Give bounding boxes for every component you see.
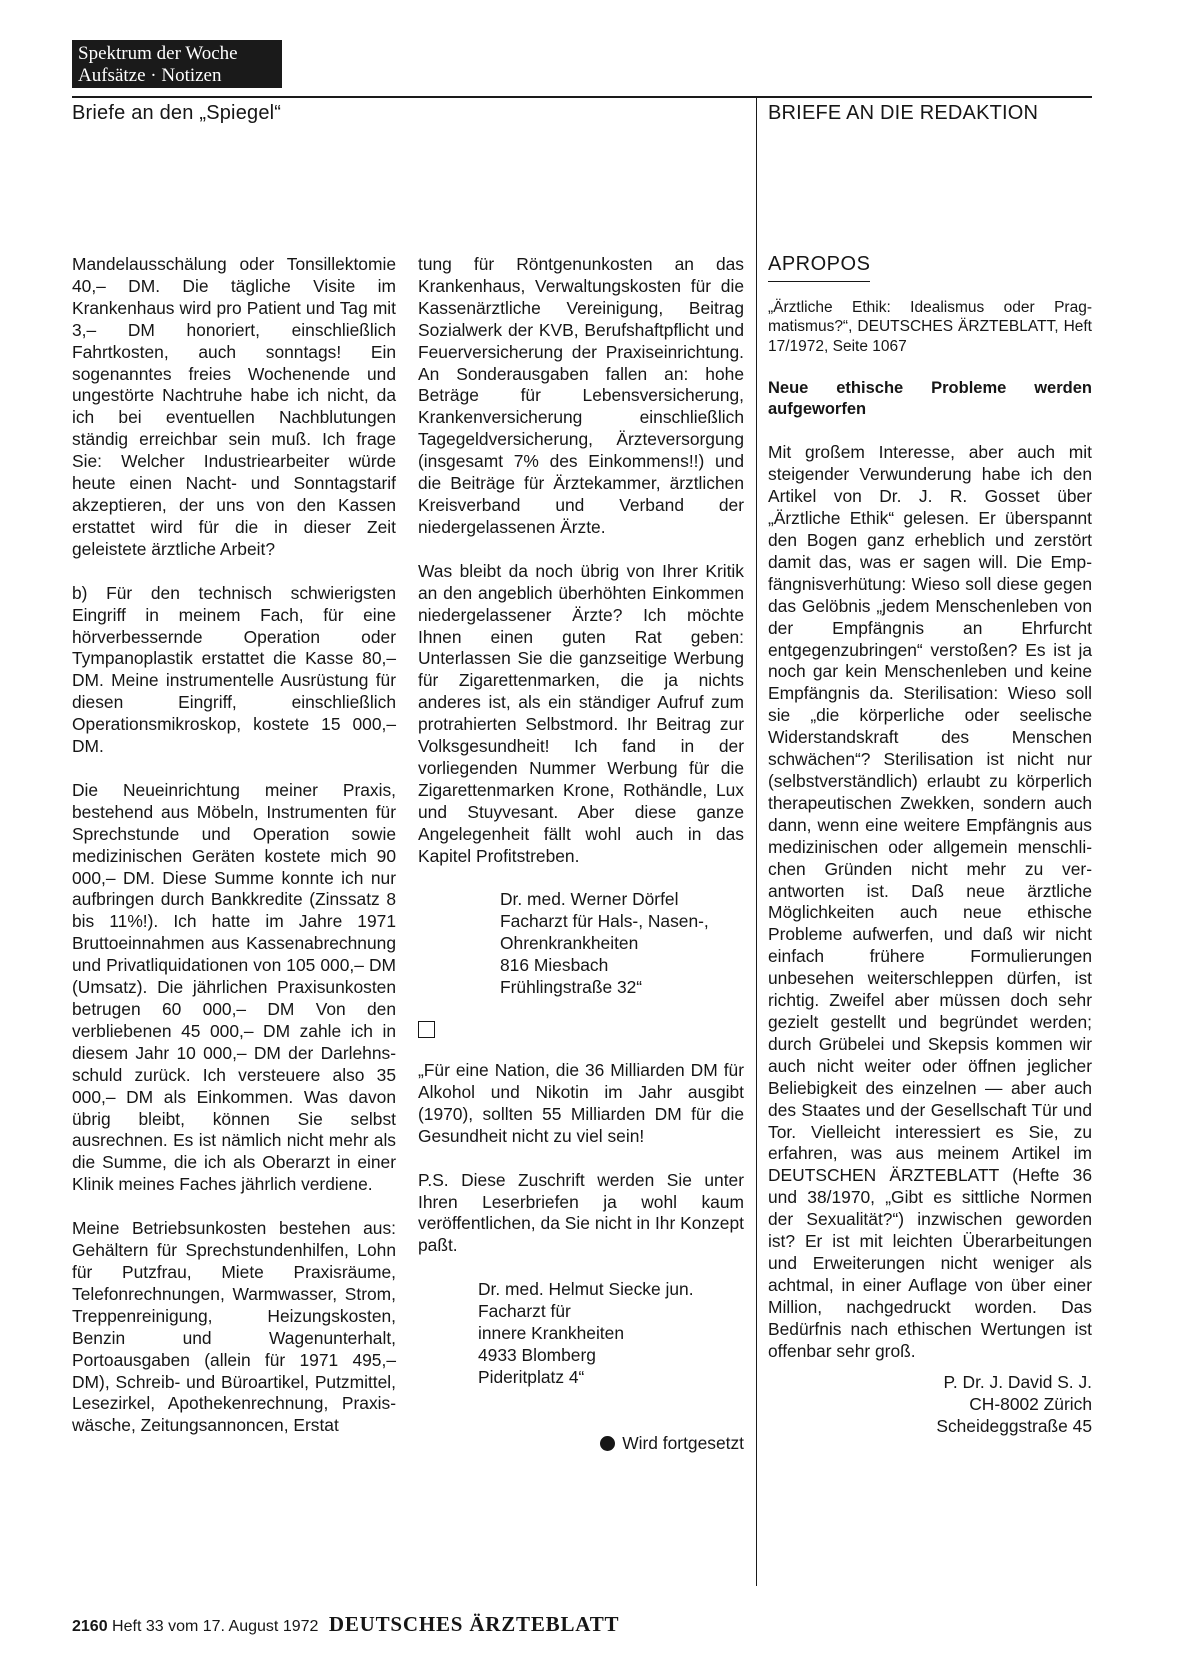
continued-note bbox=[418, 1433, 744, 1455]
right-section-title: BRIEFE AN DIE REDAKTION bbox=[768, 102, 1039, 124]
page-footer bbox=[72, 1612, 619, 1637]
paragraph: tung für Röntgenunkosten an das Krankenhaus, Verwaltungskosten für die Kassenärztliche Vereinigung, Beitrag Sozialwerk der KVB, Berufshaftpflicht und Feuerversicherung der Praxiseinrichtung. An Sonderausgaben fallen an: hohe Beträge für Lebensversicherung, Krankenversicherung einschließlich Tagegeldversicherung, Ärzteversorgung (insgesamt 7% des Einkommens!!) und die Beiträge für Ärztekammer, ärztlichen Kreisverband und Verband der niedergelassenen Ärzte. bbox=[418, 254, 744, 537]
section-tag-line2: Aufsätze · Notizen bbox=[78, 65, 222, 86]
article-reference: „Ärztliche Ethik: Idealismus oder Pragmatismus?“, DEUTSCHES ÄRZTEBLATT, Heft 17/1972, Seite 1067 bbox=[768, 298, 1092, 355]
paragraph: b) Für den technisch schwierigsten Eingriff in meinem Fach, für eine hörverbessernde Operation oder Tympanoplastik erstattet die Kasse 80,– DM. Meine instrumentelle Ausrüstung für diesen Eingriff, einschließlich Operationsmikroskop, kostete 15 000,– DM. bbox=[72, 582, 396, 757]
continued-label: Wird fortgesetzt bbox=[622, 1432, 744, 1453]
signature-line: 816 Miesbach bbox=[500, 955, 609, 976]
top-rule bbox=[72, 96, 1092, 98]
journal-name: DEUTSCHES ÄRZTEBLATT bbox=[328, 1612, 620, 1636]
paragraph: Mit großem Interesse, aber auch mit steigender Verwunderung habe ich den Artikel von Dr. J. R. Gosset über „Ärztliche Ethik“ gelesen. Er überspannt den Bogen ganz erheblich und zerstört damit das, was er sagen will. Die Empfängnisverhütung: Wieso soll diese gegen das Gelöbnis „jedem Menschenleben von der Empfängnis an Ehrfurcht entgegenzubringen“ verstoßen? Es ist ja noch gar kein Menschenleben und keine Empfängnis da. Sterilisation: Wieso soll sie „die körperliche oder seelische Widerstandskraft des Menschen schwächen“? Sterilisation ist nicht nur (selbstverständlich) erlaubt zu körperlich therapeutischen Zwekken, sondern auch dann, wenn eine weitere Empfängnis aus medizinischen oder allgemein menschlichen Gründen nicht mehr zu verantworten ist. Daß neue ärztliche Möglichkeiten auch neue ethische Probleme aufwerfen, und daß wir nicht einfach frühere Formulierungen unbesehen weiterschleppen dürfen, ist richtig. Zweifel aber müssen doch sehr gezielt gestellt und begründet werden; durch Grübelei und Skepsis kommen wir auch nicht weiter oder öffnen jeglicher Beliebigkeit des einzelnen — aber auch des Staates und der Gesellschaft Tür und Tor. Vielleicht interessiert es Sie, zu erfahren, was aus meinem Artikel im DEUTSCHEN ÄRZTEBLATT (Hefte 36 und 38/1970, „Gibt es sittliche Normen der Sexualität?“) inzwischen geworden ist? Er ist mit leichten Überarbeitungen und Erweiterungen nicht weniger als achtmal, in einer Auflage von über einer Million, nachgedruckt worden. Das Bedürfnis nach ethischen Wertungen ist offenbar sehr groß. bbox=[768, 442, 1092, 1361]
paragraph: P.S. Diese Zuschrift werden Sie unter Ihren Leserbriefen ja wohl kaum veröffentlichen, da Sie nicht in Ihr Konzept paßt. bbox=[418, 1169, 744, 1256]
apropos-heading: APROPOS bbox=[768, 254, 870, 282]
signature-line: Ohrenkrankheiten bbox=[500, 933, 639, 954]
signature-line: 4933 Blomberg bbox=[478, 1344, 596, 1365]
column-1 bbox=[72, 254, 396, 1459]
paragraph: Was bleibt da noch übrig von Ihrer Kritik an den angeblich überhöhten Einkommen niedergelassener Ärzte? Ich möchte Ihnen einen guten Rat geben: Unterlassen Sie die ganzseitige Werbung für Zigarettenmarken, die ja nichts anderes ist, als ein ständiger Aufruf zum protrahierten Selbstmord. Ihr Beitrag zur Volksgesundheit! Ich fand in der vorliegenden Nummer Werbung für die Zigarettenmarken Krone, Rothändle, Lux und Stuyvesant. Aber diese ganze Angelegenheit fällt wohl auch in das Kapitel Profitstreben. bbox=[418, 560, 744, 866]
signature-david bbox=[768, 1372, 1092, 1438]
issue-info: Heft 33 vom 17. August 1972 bbox=[112, 1618, 319, 1635]
column-3 bbox=[768, 254, 1092, 1460]
article-headline: Neue ethische Probleme werden aufgeworfen bbox=[768, 379, 1092, 419]
signature-line: CH-8002 Zürich bbox=[969, 1394, 1092, 1415]
signature-line: Frühlingstraße 32“ bbox=[500, 977, 643, 998]
section-tag bbox=[72, 40, 282, 88]
bullet-dot-icon bbox=[600, 1436, 615, 1451]
signature-line: Scheideggstraße 45 bbox=[936, 1416, 1092, 1437]
signature-doerfel bbox=[418, 889, 744, 999]
paragraph: „Für eine Nation, die 36 Milliarden DM für Alkohol und Nikotin im Jahr ausgibt (1970), sollten 55 Milliarden DM für die Gesundheit nicht zu viel sein! bbox=[418, 1060, 744, 1146]
signature-line: Pideritplatz 4“ bbox=[478, 1366, 585, 1387]
paragraph: Mandelausschälung oder Tonsillektomie 40,– DM. Die tägliche Visite im Krankenhaus wird pro Patient und Tag mit 3,– DM honoriert, einschließlich Fahrtkosten, auch sonntags! Ein sogenanntes freies Wochenende und ungestörte Nachtruhe habe ich nicht, da ich bei eventuellen Nachblutungen ständig erreichbar sein muß. Ich frage Sie: Welcher Industriearbeiter würde heute einen Nacht- und Sonntagstarif akzeptieren, der uns von den Kassen erstattet wird für die in dieser Zeit geleistete ärztliche Arbeit? bbox=[72, 254, 396, 559]
section-tag-line1: Spektrum der Woche bbox=[78, 43, 238, 64]
paragraph: Die Neueinrichtung meiner Praxis, bestehend aus Möbeln, Instrumenten für Sprechstunde und Operation sowie medizinischen Geräten kostete mich 90 000,– DM. Diese Summe konnte ich nur aufbringen durch Bankkredite (Zinssatz 8 bis 11%!). Ich hatte im Jahre 1971 Bruttoeinnahmen aus Kassenabrechnung und Privatliquidationen von 105 000,– DM (Umsatz). Die jährlichen Praxisunkosten betrugen 60 000,– DM Von den verbliebenen 45 000,– DM zahle ich in diesem Jahr 10 000,– DM der Darlehnsschuld zurück. Ich versteuere also 35 000,– DM als Einkommen. Was davon übrig bleibt, können Sie selbst ausrechnen. Es ist nämlich nicht mehr als die Summe, die ich als Oberarzt in einer Klinik meines Faches jährlich verdiene. bbox=[72, 779, 396, 1195]
left-section-title: Briefe an den „Spiegel“ bbox=[72, 102, 282, 124]
signature-line: innere Krankheiten bbox=[478, 1323, 624, 1344]
signature-line: Dr. med. Helmut Siecke jun. bbox=[478, 1279, 694, 1300]
paragraph: Meine Betriebsunkosten bestehen aus: Gehältern für Sprechstundenhilfen, Lohn für Putzfrau, Miete Praxisräume, Telefonrechnungen, Warmwasser, Strom, Treppenreinigung, Heizungskosten, Benzin und Wagenunterhalt, Portoausgaben (allein für 1971 495,– DM), Schreib- und Büroartikel, Putzmittel, Lesezirkel, Apothekenrechnung, Praxiswäsche, Zeitungsannoncen, Erstat bbox=[72, 1218, 396, 1436]
signature-line: Facharzt für bbox=[478, 1301, 571, 1322]
signature-line: P. Dr. J. David S. J. bbox=[943, 1372, 1092, 1393]
column-2 bbox=[418, 254, 744, 1455]
signature-line: Dr. med. Werner Dörfel bbox=[500, 889, 679, 910]
section-box-marker bbox=[418, 1021, 435, 1038]
signature-line: Facharzt für Hals-, Nasen-, bbox=[500, 911, 709, 932]
column-rule bbox=[756, 96, 757, 1586]
page-number: 2160 bbox=[72, 1618, 108, 1635]
signature-siecke bbox=[418, 1279, 744, 1389]
